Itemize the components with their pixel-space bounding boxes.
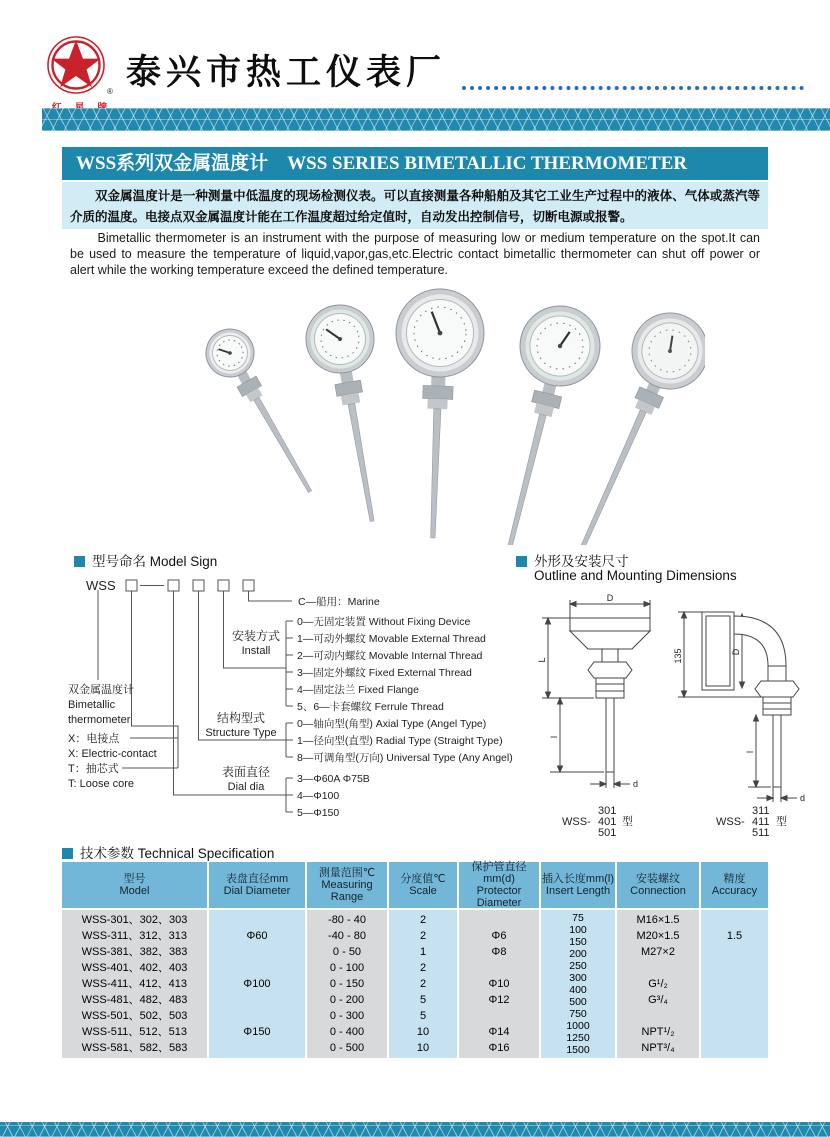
dotted-leader <box>462 72 804 90</box>
table-cell: NPT³/₄ <box>641 1042 675 1054</box>
column-header: 精度 Accuracy <box>701 862 768 908</box>
left-label: Bimetallic <box>68 699 116 711</box>
footer-hatch-band <box>0 1122 830 1137</box>
section-square-icon <box>62 848 73 859</box>
dial-item: 5—Φ150 <box>297 807 340 819</box>
outline-model-labels <box>562 805 787 838</box>
left-label: T: Loose core <box>68 778 135 790</box>
table-cell: 1250 <box>566 1032 590 1044</box>
dim-l-label: l <box>549 736 559 738</box>
table-cell: -40 - 80 <box>328 930 366 942</box>
table-cell: Φ150 <box>243 1026 271 1038</box>
column-header: 安装螺纹 Connection <box>617 862 699 908</box>
table-cell: 150 <box>569 936 587 948</box>
table-cell: 400 <box>569 984 587 996</box>
column-body <box>62 910 207 1058</box>
left-label: X: Electric-contact <box>68 748 157 760</box>
structure-label-cn: 结构型式 <box>216 711 266 725</box>
intro-paragraph-english: Bimetallic thermometer is an instrument with the purpose of measuring low or medium temperature on the spot.It can be used to measure the temperature of liquid,vapor,gas,etc.Electric contact bimetallic thermometer can shut off power or alert while the working temperature exceed the defined temperature. <box>70 231 760 277</box>
model-group-prefix: WSS- <box>716 816 745 828</box>
table-cell: 100 <box>569 924 587 936</box>
table-cell: WSS-511、512、513 <box>82 1026 187 1038</box>
dim-l-label-b: l <box>745 751 755 753</box>
outline-drawings <box>520 592 830 838</box>
table-cell: 0 - 50 <box>332 946 362 958</box>
dim-D-label: D <box>606 593 614 603</box>
table-cell: Φ6 <box>491 930 507 942</box>
table-cell: 1000 <box>566 1020 590 1032</box>
table-cell: 250 <box>569 960 587 972</box>
company-name: 泰兴市热工仪表厂 <box>126 53 447 92</box>
column-header: 插入长度mm(l) Insert Length <box>541 862 615 908</box>
column-body <box>209 910 305 1058</box>
marine-item: C—船用：Marine <box>298 596 380 608</box>
left-label: X：电接点 <box>68 733 120 745</box>
column-body <box>307 910 387 1058</box>
column-insert-length <box>541 862 615 1058</box>
table-cell: M20×1.5 <box>636 930 680 942</box>
structure-item: 0—轴向型(角型) Axial Type (Angel Type) <box>297 718 487 730</box>
table-cell: G³/₄ <box>648 994 668 1006</box>
install-item: 5、6—卡套螺纹 Ferrule Thread <box>297 701 444 713</box>
table-cell: WSS-311、312、313 <box>82 930 187 942</box>
table-cell: 5 <box>419 994 427 1006</box>
outline-heading-en: Outline and Mounting Dimensions <box>534 568 737 583</box>
dim-d-label: d <box>633 779 639 789</box>
table-cell: NPT¹/₂ <box>641 1026 675 1038</box>
table-cell: WSS-501、502、503 <box>81 1010 188 1022</box>
install-label-en: Install <box>241 645 271 657</box>
table-cell: Φ8 <box>491 946 507 958</box>
structure-label-en: Structure Type <box>205 727 277 739</box>
dial-item: 4—Φ100 <box>297 790 340 802</box>
model-sign-diagram <box>60 572 524 826</box>
header-hatch-band <box>42 108 830 131</box>
column-model <box>62 862 207 1058</box>
column-header: 表盘直径mm Dial Diameter <box>209 862 305 908</box>
outline-heading-cn: 外形及安装尺寸 <box>516 550 629 570</box>
model-group-suffix: 型 <box>776 816 787 828</box>
model-group-row: 401 <box>598 816 617 828</box>
spec-table <box>62 862 768 1058</box>
column-protector-diameter <box>459 862 539 1058</box>
table-cell: 750 <box>569 1008 587 1020</box>
table-cell: WSS-581、582、583 <box>81 1042 188 1054</box>
table-cell: 10 <box>416 1026 430 1038</box>
table-cell: WSS-401、402、403 <box>81 962 188 974</box>
table-cell: 2 <box>419 930 427 942</box>
model-group-row: 311 <box>752 805 770 817</box>
table-cell: 1500 <box>566 1044 590 1056</box>
table-cell: WSS-411、412、413 <box>82 978 187 990</box>
column-body <box>459 910 539 1058</box>
table-cell: 200 <box>569 948 587 960</box>
table-cell: 0 - 150 <box>329 978 365 990</box>
table-cell: 0 - 400 <box>329 1026 365 1038</box>
structure-item: 1—径向型(直型) Radial Type (Straight Type) <box>297 735 503 747</box>
table-cell: 1 <box>419 946 427 958</box>
dial-item: 3—Φ60A Φ75B <box>297 773 370 785</box>
table-cell: 300 <box>569 972 587 984</box>
table-cell: Φ14 <box>488 1026 510 1038</box>
drawing-axial-type <box>678 612 799 802</box>
section-square-icon <box>74 556 85 567</box>
left-label: 双金属温度计 <box>68 684 134 696</box>
left-label: T：抽芯式 <box>68 763 119 775</box>
install-item: 4—固定法兰 Fixed Flange <box>297 684 419 696</box>
table-cell: 75 <box>572 912 584 924</box>
table-cell: Φ60 <box>246 930 268 942</box>
table-cell: 10 <box>416 1042 430 1054</box>
intro-paragraph-chinese: 双金属温度计是一种测量中低温度的现场检测仪表。可以直接测量各种船舶及其它工业生产过程中的液体、气体或蒸汽等介质的温度。电接点双金属温度计能在工作温度超过给定值时，自动发出控制信号，切断电源或报警。 <box>62 182 768 229</box>
model-group-row: 301 <box>598 805 617 817</box>
table-cell: Φ12 <box>488 994 510 1006</box>
dim-d-label-b: d <box>800 793 806 803</box>
install-item: 1—可动外螺纹 Movable External Thread <box>297 633 486 645</box>
column-header: 保护管直径 mm(d) Protector Diameter <box>459 862 539 908</box>
model-group-prefix: WSS- <box>562 816 591 828</box>
registered-mark: ® <box>107 87 113 96</box>
table-cell: 2 <box>419 914 427 926</box>
table-cell: 0 - 500 <box>329 1042 365 1054</box>
table-cell: -80 - 40 <box>328 914 366 926</box>
model-group-suffix: 型 <box>622 816 633 828</box>
table-cell: 1.5 <box>726 930 743 942</box>
series-title-bar: WSS系列双金属温度计 WSS SERIES BIMETALLIC THERMOMETER <box>62 147 768 180</box>
thermometer-4 <box>467 298 609 545</box>
column-accuracy <box>701 862 768 1058</box>
install-label-cn: 安装方式 <box>231 629 281 643</box>
dial-label-cn: 表面直径 <box>221 765 271 779</box>
table-cell: Φ10 <box>488 978 510 990</box>
table-cell: Φ16 <box>488 1042 510 1054</box>
left-label: thermometer <box>68 714 131 726</box>
table-cell: M16×1.5 <box>636 914 680 926</box>
structure-item: 8—可调角型(万向) Universal Type (Any Angel) <box>297 752 513 764</box>
table-cell: 500 <box>569 996 587 1008</box>
column-measuring-range <box>307 862 387 1058</box>
dim-D-label-b: D <box>731 648 741 656</box>
column-body <box>701 910 768 1058</box>
table-cell: 0 - 200 <box>329 994 365 1006</box>
thermometer-3 <box>389 287 486 539</box>
table-cell: Φ100 <box>243 978 271 990</box>
table-cell: WSS-301、302、303 <box>81 914 188 926</box>
install-item: 3—固定外螺纹 Fixed External Thread <box>297 667 472 679</box>
table-cell: 2 <box>419 962 427 974</box>
column-dial-diameter <box>209 862 305 1058</box>
install-item: 0—无固定装置 Without Fixing Device <box>297 616 471 628</box>
table-cell: WSS-381、382、383 <box>81 946 188 958</box>
column-header: 分度值℃ Scale <box>389 862 457 908</box>
column-header: 型号 Model <box>62 862 207 908</box>
column-header: 测量范围℃ Measuring Range <box>307 862 387 908</box>
product-photo-thermometers <box>135 281 705 545</box>
table-cell: G¹/₂ <box>648 978 668 990</box>
dim-height-label-b: 135 <box>673 648 683 664</box>
table-cell: 0 - 300 <box>329 1010 365 1022</box>
table-cell: 0 - 100 <box>329 962 365 974</box>
table-cell: 5 <box>419 1010 427 1022</box>
drawing-radial-type <box>542 600 650 788</box>
table-cell: 2 <box>419 978 427 990</box>
dial-label-en: Dial dia <box>227 781 265 793</box>
red-star-logo <box>44 34 118 98</box>
column-body <box>541 910 615 1058</box>
section-square-icon <box>516 556 527 567</box>
table-cell: M27×2 <box>641 946 675 958</box>
column-connection <box>617 862 699 1058</box>
thermometer-2 <box>301 300 406 527</box>
column-scale <box>389 862 457 1058</box>
column-body <box>389 910 457 1058</box>
model-group-row: 511 <box>752 827 770 838</box>
column-body <box>617 910 699 1058</box>
install-item: 2—可动内螺纹 Movable Internal Thread <box>297 650 483 662</box>
model-group-row: 411 <box>752 816 770 828</box>
table-cell: WSS-481、482、483 <box>81 994 188 1006</box>
dim-height-label-a: L <box>537 657 547 663</box>
spec-heading: 技术参数 Technical Specification <box>62 842 274 862</box>
model-group-row: 501 <box>598 827 617 838</box>
model-sign-heading: 型号命名 Model Sign <box>74 550 217 570</box>
model-prefix: WSS <box>86 578 116 593</box>
